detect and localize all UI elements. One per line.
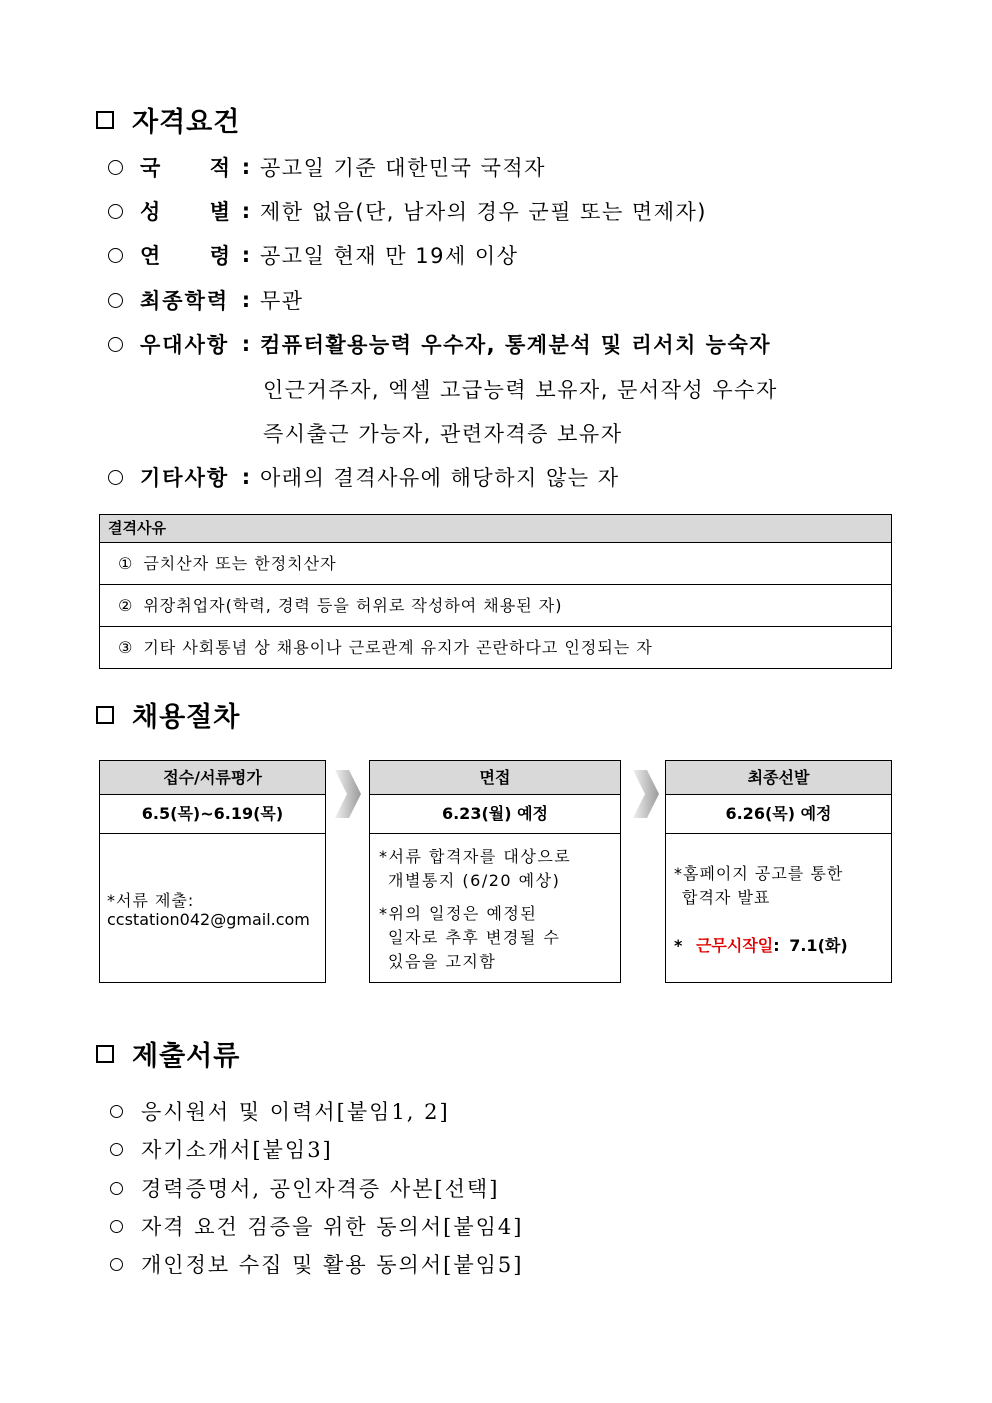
- table-row: [100, 627, 891, 668]
- note-line: 합격자 발표: [682, 888, 771, 907]
- work-start-line: [674, 933, 848, 956]
- colon: :: [241, 155, 251, 179]
- square-bullet-icon: [96, 111, 114, 129]
- document-item: [110, 1134, 333, 1164]
- qualification-row-gender: [108, 196, 707, 226]
- document-text: 개인정보 수집 및 활용 동의서[붙임5]: [141, 1253, 524, 1277]
- qualification-value: 아래의 결격사유에 해당하지 않는 자: [260, 466, 620, 490]
- heading-text: 제출서류: [132, 1041, 241, 1072]
- table-row: [100, 543, 891, 585]
- row-text: 금치산자 또는 한정치산자: [143, 554, 337, 573]
- asterisk: *: [674, 936, 683, 955]
- section-heading-procedure: [96, 695, 240, 734]
- document-item: [110, 1211, 523, 1241]
- qualification-row-age: [108, 240, 519, 270]
- qualification-label: [140, 152, 232, 182]
- colon: :: [241, 288, 251, 312]
- disqualification-title: 결격사유: [100, 515, 891, 543]
- stage-title: 면접: [370, 761, 620, 795]
- work-start-date: 7.1(화): [789, 936, 848, 955]
- stage-notes: [100, 834, 325, 984]
- qualification-row-other: [108, 462, 620, 492]
- square-bullet-icon: [96, 706, 114, 724]
- note-line: *서류 합격자를 대상으로: [379, 847, 572, 866]
- qualification-label: 기타사항: [140, 466, 230, 490]
- preference-continuation: 즉시출근 가능자, 관련자격증 보유자: [263, 422, 623, 446]
- stage-date: 6.23(월) 예정: [370, 795, 620, 834]
- note-email: ccstation042@gmail.com: [107, 910, 310, 929]
- heading-text: 자격요건: [132, 107, 241, 138]
- qualification-value: 공고일 현재 만 19세 이상: [260, 244, 519, 268]
- colon: :: [241, 465, 251, 489]
- circle-bullet-icon: [110, 1143, 123, 1156]
- document-text: 경력증명서, 공인자격증 사본[선택]: [141, 1177, 500, 1201]
- disqualification-table: [99, 514, 892, 669]
- qualification-label: 최종학력: [140, 289, 230, 313]
- row-text: 기타 사회통념 상 채용이나 근로관계 유지가 곤란하다고 인정되는 자: [143, 638, 653, 657]
- row-number: ②: [118, 596, 134, 615]
- arrow-right-icon: [335, 770, 361, 818]
- stage-date: 6.26(목) 예정: [666, 795, 891, 834]
- document-item: [110, 1096, 450, 1126]
- label-char: 국: [140, 156, 163, 180]
- work-start-label: 근무시작일: [695, 936, 774, 955]
- arrow-right-icon: [633, 770, 659, 818]
- label-char: 령: [209, 244, 232, 268]
- document-text: 자격 요건 검증을 위한 동의서[붙임4]: [141, 1215, 524, 1239]
- row-number: ③: [118, 638, 134, 657]
- circle-bullet-icon: [110, 1220, 123, 1233]
- circle-bullet-icon: [108, 160, 123, 175]
- note-line: *서류 제출:: [107, 891, 195, 910]
- stage-title: 최종선발: [666, 761, 891, 795]
- circle-bullet-icon: [108, 248, 123, 263]
- circle-bullet-icon: [110, 1105, 123, 1118]
- note-line: 있음을 고지함: [388, 952, 497, 971]
- qualification-label: [140, 240, 232, 270]
- note-line: 개별통지 (6/20 예상): [388, 871, 561, 890]
- label-char: 별: [209, 200, 232, 224]
- qualification-row-nationality: [108, 152, 546, 182]
- colon: :: [241, 332, 251, 356]
- document-item: [110, 1249, 523, 1279]
- document-item: [110, 1173, 499, 1203]
- circle-bullet-icon: [108, 470, 123, 485]
- qualification-label: 우대사항: [140, 333, 230, 357]
- row-number: ①: [118, 554, 134, 573]
- qualification-label: [140, 196, 232, 226]
- table-row: [100, 585, 891, 627]
- stage-notes: [666, 834, 891, 984]
- heading-text: 채용절차: [132, 702, 241, 733]
- document-text: 응시원서 및 이력서[붙임1, 2]: [141, 1100, 450, 1124]
- note-line: 일자로 추후 변경될 수: [388, 928, 561, 947]
- colon: :: [241, 199, 251, 223]
- stage-interview: [369, 760, 621, 983]
- qualification-value: 제한 없음(단, 남자의 경우 군필 또는 면제자): [260, 200, 707, 224]
- circle-bullet-icon: [110, 1258, 123, 1271]
- qualification-value: 컴퓨터활용능력 우수자, 통계분석 및 리서치 능숙자: [260, 333, 772, 357]
- qualification-row-preference: [108, 329, 771, 359]
- section-heading-documents: [96, 1034, 240, 1073]
- colon: :: [241, 243, 251, 267]
- qualification-value: 무관: [260, 289, 304, 313]
- circle-bullet-icon: [108, 293, 123, 308]
- label-char: 연: [140, 244, 163, 268]
- circle-bullet-icon: [110, 1182, 123, 1195]
- note-line: *홈페이지 공고를 통한: [674, 864, 844, 883]
- preference-continuation: 인근거주자, 엑셀 고급능력 보유자, 문서작성 우수자: [263, 378, 778, 402]
- stage-final-selection: [665, 760, 892, 983]
- circle-bullet-icon: [108, 204, 123, 219]
- label-char: 성: [140, 200, 163, 224]
- square-bullet-icon: [96, 1045, 114, 1063]
- label-char: 적: [209, 156, 232, 180]
- stage-title: 접수/서류평가: [100, 761, 325, 795]
- note-line: *위의 일정은 예정된: [379, 904, 538, 923]
- circle-bullet-icon: [108, 337, 123, 352]
- stage-date: 6.5(목)~6.19(목): [100, 795, 325, 834]
- qualification-value: 공고일 기준 대한민국 국적자: [260, 156, 546, 180]
- qualification-row-education: [108, 285, 304, 315]
- row-text: 위장취업자(학력, 경력 등을 허위로 작성하여 채용된 자): [143, 596, 563, 615]
- separator: :: [773, 936, 780, 955]
- document-text: 자기소개서[붙임3]: [141, 1138, 333, 1162]
- stage-application: [99, 760, 326, 983]
- stage-notes: [370, 834, 620, 984]
- section-heading-qualifications: [96, 100, 240, 139]
